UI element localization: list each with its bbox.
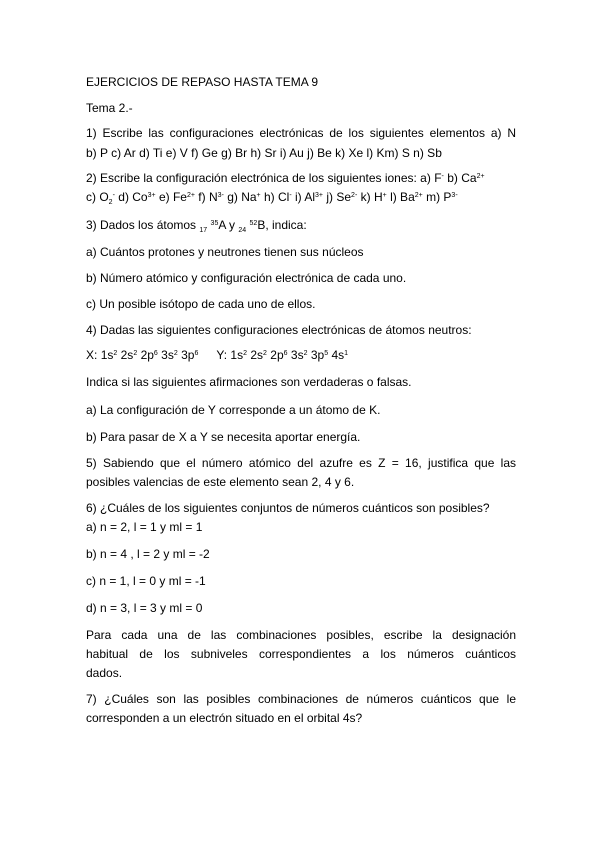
- q4-y-2s-exp: 2: [263, 350, 267, 357]
- question-4-indica: Indica si las siguientes afirmaciones son verdaderas o falsas.: [86, 375, 412, 389]
- q4-x-2s: 2s: [120, 348, 134, 362]
- q4-y-3p: 3p: [310, 348, 325, 362]
- question-1-line-2: b) P c) Ar d) Ti e) V f) Ge g) Br h) Sr i) Au j) Be k) Xe l) Km) S n) Sb: [86, 146, 442, 160]
- q3-a-atomic-number: 17: [199, 227, 208, 234]
- q2-i: i) Al: [295, 190, 316, 204]
- q2-p-charge: 3-: [451, 192, 458, 199]
- q4-x-2s-exp: 2: [133, 350, 138, 357]
- q2-o-charge: -: [112, 192, 115, 199]
- q2-g: g) Na: [227, 190, 257, 204]
- question-6-b: b) n = 4 , l = 2 y ml = -2: [86, 547, 210, 561]
- q4-y-4s-exp: 1: [344, 350, 349, 357]
- q2-f-charge: -: [441, 173, 444, 180]
- q4-y-2p-exp: 6: [283, 350, 288, 357]
- q2-fe-charge: 2+: [186, 192, 195, 199]
- q2-h: h) Cl: [263, 190, 290, 204]
- q4-x-1s: 1s: [100, 348, 114, 362]
- q2-ca-charge: 2+: [476, 173, 485, 180]
- q4-x-3p: 3p: [181, 348, 195, 362]
- q3-b-mass-number: 52: [249, 220, 258, 227]
- q2-f: f) N: [198, 190, 218, 204]
- q4-y-4s: 4s: [331, 348, 345, 362]
- question-6-intro: 6) ¿Cuáles de los siguientes conjuntos de números cuánticos son posibles?: [86, 501, 490, 515]
- q2-b: b) Ca: [447, 171, 477, 185]
- question-4-a: a) La configuración de Y corresponde a un átomo de K.: [86, 403, 381, 417]
- q2-n-charge: 3-: [217, 192, 224, 199]
- question-5-line-1: 5) Sabiendo que el número atómico del azufre es Z = 16, justifica que las: [86, 456, 516, 470]
- question-6-c: c) n = 1, l = 0 y ml = -1: [86, 574, 206, 588]
- q4-y-2s: 2s: [250, 348, 264, 362]
- question-6-a: a) n = 2, l = 1 y ml = 1: [86, 520, 203, 534]
- question-1-line-1: 1) Escribe las configuraciones electrónicas de los siguientes elementos a) N: [86, 126, 516, 140]
- q2-al-charge: 3+: [315, 192, 324, 199]
- q2-k: k) H: [360, 190, 383, 204]
- q2-na-charge: +: [256, 192, 261, 199]
- q2-e: e) Fe: [158, 190, 187, 204]
- question-6-paragraph-line-2: habitual de los subniveles correspondientes a los números cuánticos: [86, 647, 516, 661]
- question-3-c: c) Un posible isótopo de cada uno de ellos.: [86, 297, 316, 311]
- q4-x-3s-exp: 2: [173, 350, 178, 357]
- q4-y-1s-exp: 2: [243, 350, 247, 357]
- q4-x-3s: 3s: [161, 348, 174, 362]
- q4-x-1s-exp: 2: [113, 350, 118, 357]
- q4-x-3p-exp: 6: [194, 350, 199, 357]
- q2-j: j) Se: [326, 190, 352, 204]
- q2-m: m) P: [426, 190, 452, 204]
- q2-cl-charge: -: [289, 192, 292, 199]
- question-6-paragraph-line-1: Para cada una de las combinaciones posibles, escribe la designación: [86, 628, 516, 642]
- document-title: EJERCICIOS DE REPASO HASTA TEMA 9: [86, 75, 319, 89]
- q3-b-atomic-number: 24: [238, 227, 247, 234]
- q4-y-3s: 3s: [290, 348, 304, 362]
- q2-d: d) Co: [118, 190, 148, 204]
- q2-se-charge: 2-: [351, 192, 358, 199]
- question-3-a: a) Cuántos protones y neutrones tienen sus núcleos: [86, 245, 364, 259]
- question-2-line-2: [86, 190, 516, 205]
- question-6-d: d) n = 3, l = 3 y ml = 0: [86, 601, 203, 615]
- question-4-intro: 4) Dadas las siguientes configuraciones electrónicas de átomos neutros:: [86, 323, 472, 337]
- question-2-line-1: [86, 171, 516, 186]
- question-3-line: [86, 218, 516, 233]
- q2-h-charge: +: [382, 192, 387, 199]
- question-5-line-2: posibles valencias de este elemento sean 2, 4 y 6.: [86, 475, 355, 489]
- q4-y-3s-exp: 2: [303, 350, 308, 357]
- question-7-line-1: 7) ¿Cuáles son las posibles combinaciones de números cuánticos que le: [86, 692, 516, 706]
- q2-o-sub: 2: [108, 199, 113, 206]
- q4-x-label: X:: [86, 348, 98, 362]
- section-heading: Tema 2.-: [86, 101, 133, 115]
- q3-a-symbol: A y: [218, 218, 236, 232]
- q3-b-symbol: B, indica:: [257, 218, 307, 232]
- question-6-paragraph-line-3: dados.: [86, 666, 123, 680]
- q4-y-2p: 2p: [270, 348, 284, 362]
- question-4-configurations: [86, 348, 516, 363]
- q3-a-mass-number: 35: [210, 220, 219, 227]
- q4-y-1s: 1s: [230, 348, 244, 362]
- q2-ba-charge: 2+: [414, 192, 423, 199]
- question-3-b: b) Número atómico y configuración electrónica de cada uno.: [86, 271, 407, 285]
- q4-y-label: Y:: [216, 348, 228, 362]
- question-7-line-2: corresponden a un electrón situado en el orbital 4s?: [86, 711, 363, 725]
- q2-intro: 2) Escribe la configuración electrónica de los siguientes iones: a) F: [86, 171, 442, 185]
- q2-l: l) Ba: [390, 190, 415, 204]
- question-4-b: b) Para pasar de X a Y se necesita aportar energía.: [86, 430, 361, 444]
- q2-co-charge: 3+: [147, 192, 156, 199]
- q2-c: c) O: [86, 190, 109, 204]
- q4-x-2p-exp: 6: [153, 350, 158, 357]
- q3-prefix: 3) Dados los átomos: [86, 218, 197, 232]
- q4-y-3p-exp: 5: [324, 350, 329, 357]
- q4-x-2p: 2p: [140, 348, 154, 362]
